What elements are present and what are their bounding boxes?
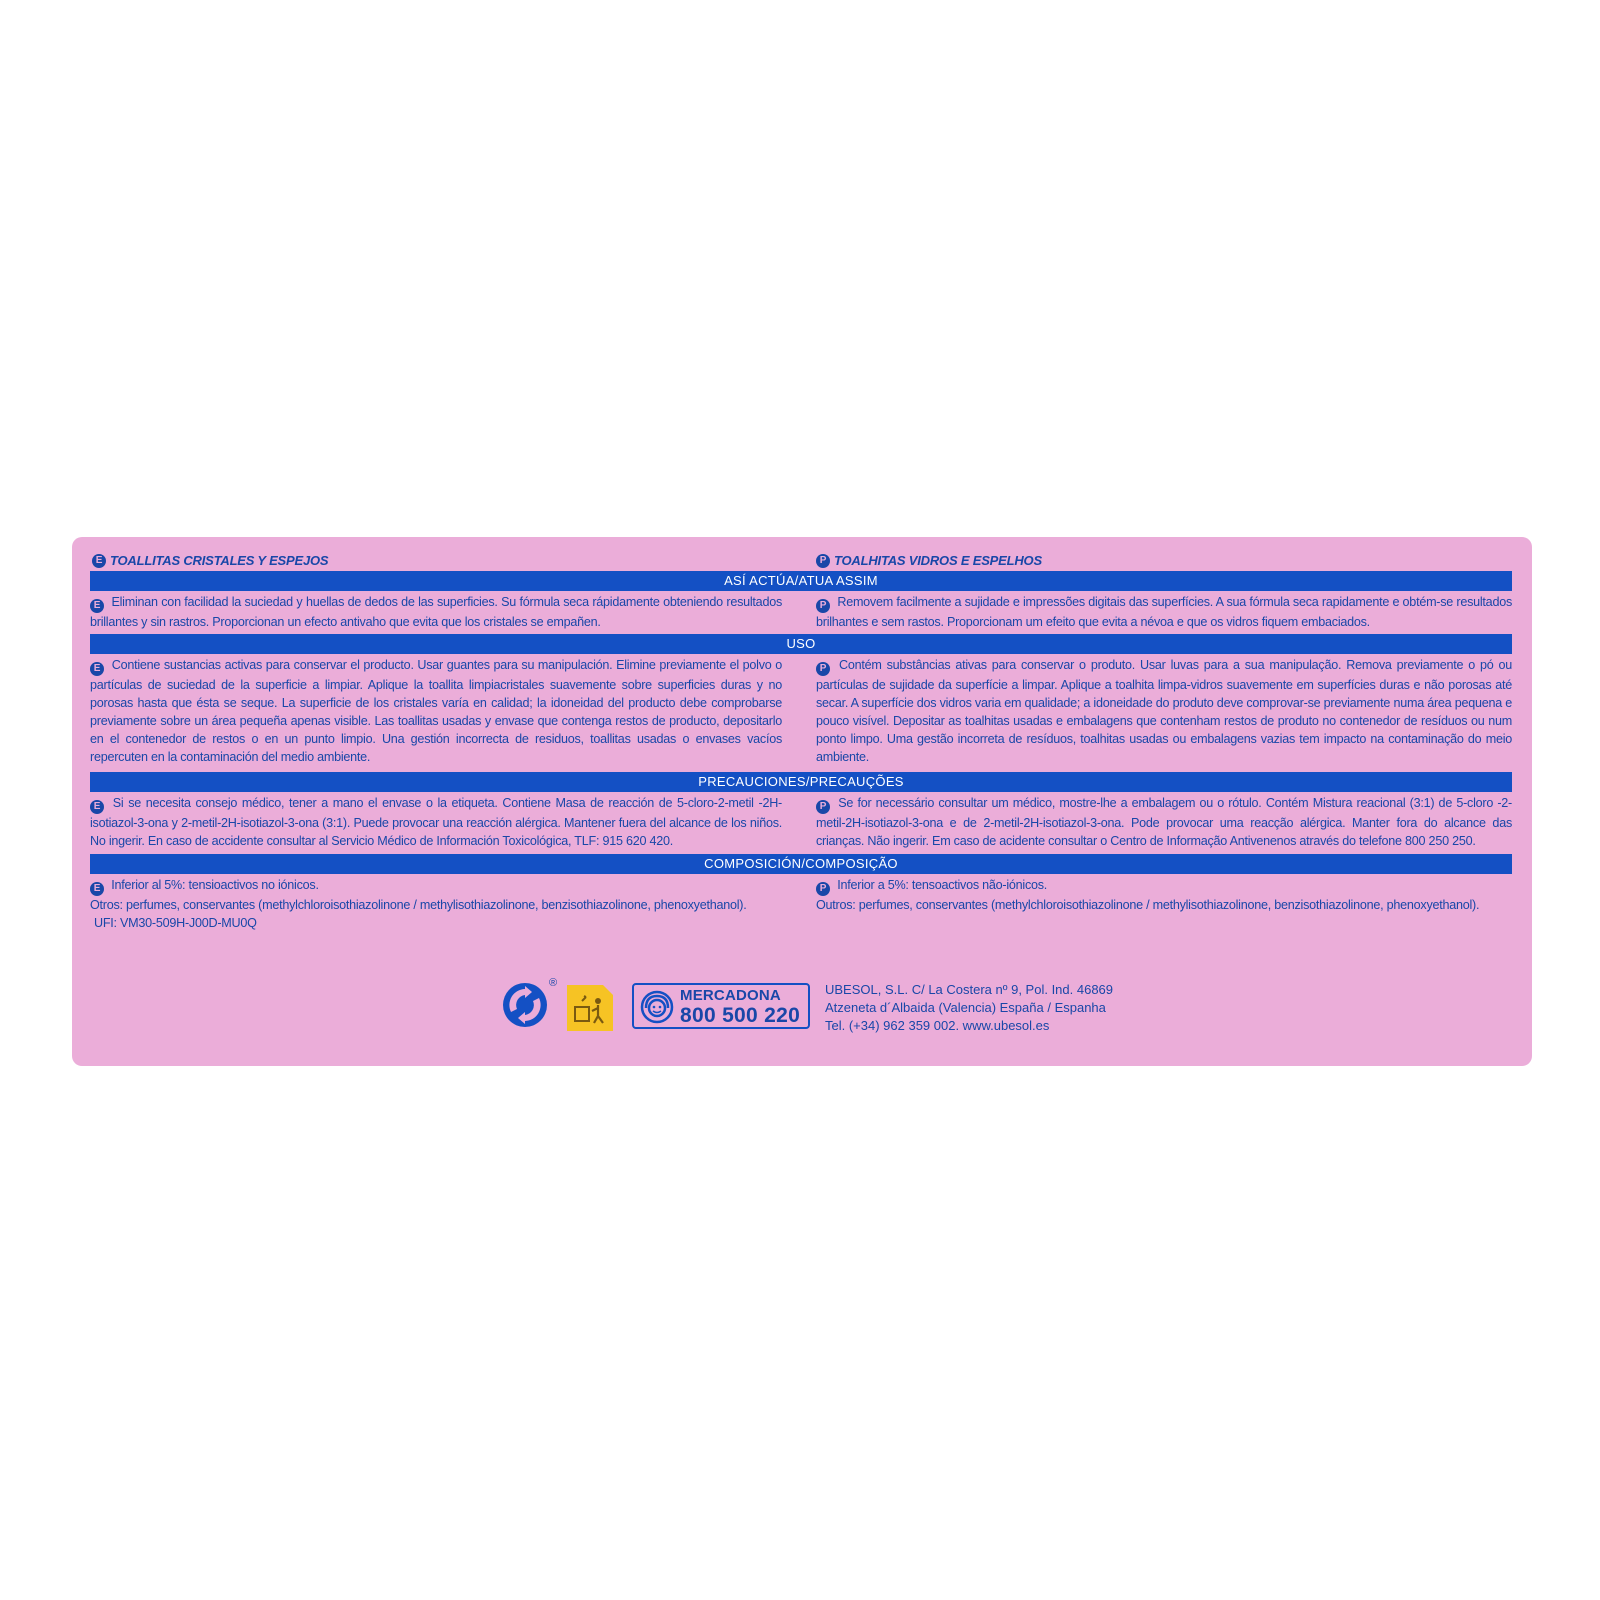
address-line-3: Tel. (+34) 962 359 002. www.ubesol.es — [825, 1018, 1050, 1033]
composition-es-line2: Otros: perfumes, conservantes (methylchloroisothiazolinone / methylisothiazolinone, benzisothiazolinone, phenoxyethanol). — [90, 898, 747, 912]
composition-pt-line2: Outros: perfumes, conservantes (methylchloroisothiazolinone / methylisothiazolinone, benzisothiazolinone, phenoxyethanol). — [816, 898, 1480, 912]
title-es — [92, 553, 328, 568]
product-label — [72, 537, 1532, 1066]
composition-es-line1: Inferior al 5%: tensioactivos no iónicos. — [111, 878, 319, 892]
language-badge-pt: P — [816, 882, 830, 896]
language-badge-es: E — [90, 882, 104, 896]
language-badge-es: E — [90, 599, 104, 613]
composition-pt-line1: Inferior a 5%: tensoactivos não-iónicos. — [837, 878, 1048, 892]
usage-es-text: Contiene sustancias activas para conservar el producto. Usar guantes para su manipulación. Elimine previamente el polvo o partículas de suciedad de la superficie a limpiar. Aplique la toallita limpiacristales suavemente sobre superficies duras y no porosas hasta que ésta se seque. La superficie de los cristales varía en calidad; la idoneidad del producto debe comprobarse previamente sobre un área pequeña apenas visible. Las toallitas usadas y envase que contenga restos de producto, depositarlo en el contenedor de restos o en un punto limpio. Una gestión incorrecta de residuos, toallitas usadas o envases vacíos repercuten en la contaminación del medio ambiente. — [90, 658, 782, 764]
section-header-usage: USO — [90, 634, 1512, 654]
language-badge-pt: P — [816, 800, 830, 814]
title-pt-text: TOALHITAS VIDROS E ESPELHOS — [834, 553, 1042, 568]
address-line-1: UBESOL, S.L. C/ La Costera nº 9, Pol. Ind. 46869 — [825, 982, 1114, 997]
title-pt — [816, 553, 1042, 568]
language-badge-pt: P — [816, 599, 830, 613]
language-badge-es: E — [92, 554, 106, 568]
mercadona-phone: 800 500 220 — [680, 1004, 801, 1027]
label-footer — [72, 975, 1532, 1045]
how-it-works-es-text: Eliminan con facilidad la suciedad y huellas de dedos de las superficies. Su fórmula seca rápidamente obteniendo resultados brillantes y sin rastros. Proporcionan un efecto antivaho que evita que los cristales se empañen. — [90, 595, 782, 629]
section-header-precautions: PRECAUCIONES/PRECAUÇÕES — [90, 772, 1512, 792]
how-it-works-es — [90, 593, 782, 631]
how-it-works-pt — [816, 593, 1512, 631]
precautions-es — [90, 794, 782, 850]
section-header-composition: COMPOSICIÓN/COMPOSIÇÃO — [90, 854, 1512, 874]
tidyman-bin-icon — [565, 983, 615, 1033]
ufi-code: UFI: VM30-509H-J00D-MU0Q — [94, 916, 257, 930]
usage-es — [90, 656, 782, 766]
green-dot-recycle-icon — [502, 981, 548, 1029]
section-header-how-it-works: ASÍ ACTÚA/ATUA ASSIM — [90, 571, 1512, 591]
precautions-pt — [816, 794, 1512, 850]
how-it-works-pt-text: Removem facilmente a sujidade e impressões digitais das superfícies. A sua fórmula seca rapidamente e obtém-se resultados brilhantes e sem rastos. Proporcionam um efeito que evita a névoa e que os vidros fiquem embaciados. — [816, 595, 1512, 629]
mercadona-name: MERCADONA — [680, 987, 781, 1004]
registered-mark: ® — [549, 977, 558, 989]
precautions-pt-text: Se for necessário consultar um médico, mostre-lhe a embalagem ou o rótulo. Contém Mistura reacional (3:1) de 5-cloro -2-metil-2H-isotiazol-3-ona e de 2-metil-2H-isotiazol-3-ona. Pode provocar uma reacção alérgica. Manter fora do alcance das crianças. Não ingerir. Em caso de acidente consultar o Centro de Informação Antivenenos através do telefone 800 250 250. — [816, 796, 1513, 848]
language-badge-pt: P — [816, 554, 830, 568]
title-es-text: TOALLITAS CRISTALES Y ESPEJOS — [110, 553, 329, 568]
manufacturer-address — [825, 981, 1113, 1035]
language-badge-es: E — [90, 800, 104, 814]
language-badge-pt: P — [816, 662, 830, 676]
composition-es — [90, 876, 782, 932]
usage-pt — [816, 656, 1512, 766]
address-line-2: Atzeneta d´Albaida (Valencia) España / Espanha — [825, 1000, 1106, 1015]
usage-pt-text: Contém substâncias ativas para conservar o produto. Usar luvas para a sua manipulação. Remova previamente o pó ou partículas de sujidade da superfície a limpar. Aplique a toalhita limpa-vidros suavemente em superfícies duras e não porosas até secar. A superfície dos vidros varia em qualidade; a idoneidade do produto deve comprovar-se previamente numa área pequena e pouco visível. Depositar as toalhitas usadas e embalagens que contenham restos de produto no contenedor de resíduos ou num ponto limpo. Uma gestão incorreta de resíduos, toalhitas usadas ou embalagens vazias tem impacto na contaminação do meio ambiente. — [816, 658, 1512, 764]
customer-service-icon — [640, 990, 674, 1024]
language-badge-es: E — [90, 662, 104, 676]
mercadona-phone-box — [632, 983, 810, 1029]
precautions-es-text: Si se necesita consejo médico, tener a mano el envase o la etiqueta. Contiene Masa de reacción de 5-cloro-2-metil -2H-isotiazol-3-ona y 2-metil-2H-isotiazol-3-ona (3:1). Puede provocar una reacción alérgica. Mantener fuera del alcance de los niños. No ingerir. En caso de accidente consultar al Servicio Médico de Información Toxicológica, TLF: 915 620 420. — [90, 796, 782, 848]
composition-pt — [816, 876, 1512, 914]
